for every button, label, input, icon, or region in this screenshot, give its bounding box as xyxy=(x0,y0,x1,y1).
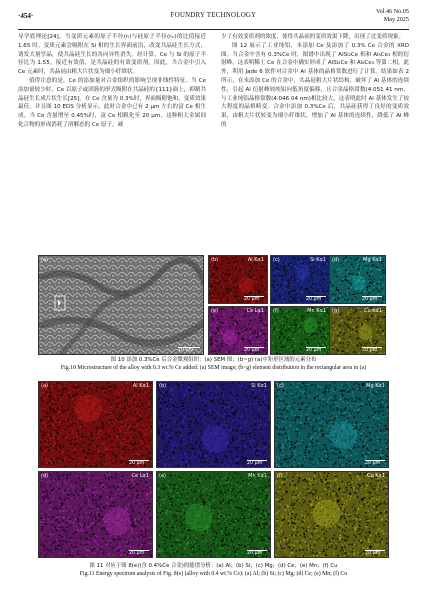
element-map-panel xyxy=(38,381,153,468)
volume-info xyxy=(376,8,409,24)
scale-bar: 20 μm xyxy=(244,297,264,302)
scale-bar: 20 μm xyxy=(306,297,326,302)
element-map-panel xyxy=(208,306,268,355)
element-label: Al Kα1 xyxy=(247,257,264,263)
element-map-panel xyxy=(329,255,386,304)
panel-label: (a) xyxy=(41,257,48,263)
issue-date: May 2025 xyxy=(383,16,409,23)
paragraph: 少了有效变质剂的浓度，使得共晶硅的变质效果下降，出现了过变质现象。 xyxy=(221,34,405,40)
element-map-panel xyxy=(274,381,389,468)
element-label: Mg Kα1 xyxy=(363,257,382,263)
figure-11 xyxy=(38,381,389,559)
element-label: Al Kα1 xyxy=(132,383,149,389)
scale-bar: 20 μm xyxy=(362,297,382,302)
scale-bar: 10 μm xyxy=(178,348,200,353)
panel-label: (c) xyxy=(273,257,280,263)
element-label: Cu Kα1 xyxy=(363,308,382,314)
element-map-panel xyxy=(270,255,330,304)
scale-bar: 20 μm xyxy=(247,461,267,466)
panel-label: (d) xyxy=(41,473,49,479)
paragraph: 图 12 展示了工业纯铝、未添加 Ce 及添加了 0.3% Ce 合金的 XRD 图。当合金中含有 0.3%Ce 时，图谱中出现了 AlSi₂Ce 相和 Al₈Ce₃ 相的衍射峰，这表明稀土 Ce 在合金中确实形成了 AlSi₂Ce 和 Al₈Ce₃ 等第二相。此外，利用 Jade 6 软件对合金中 Al 基体的晶格常数进行了计算。结果如表 2 所示，在未添加 Ce 的合金中，共晶硅粗大片状结构，破坏了 Al 基体的连续性，引起 Al 衍射峰较纯铝向低角度偏移，且合金晶格常数(4.051 41 nm，与工业纯铝晶格常数(4.046 04 nm)相比较大，这表明此时 Al 基体发生了较大程度的晶格畸变。合金中添加 0.3%Ce 后，共晶硅获得了良好的变质效果，由粗大片状转变为细小纤维状，增加了 Al 基体的连续性，降低了 Al 峰的 xyxy=(221,42,409,128)
panel-label: (f) xyxy=(273,308,279,314)
panel-label: (b) xyxy=(159,383,167,389)
page-header xyxy=(18,8,409,30)
scale-bar: 20 μm xyxy=(247,551,267,556)
scale-bar: 20 μm xyxy=(129,551,149,556)
element-map-panel xyxy=(156,471,271,558)
panel-label: (d) xyxy=(332,257,340,263)
panel-label: (g) xyxy=(332,308,340,314)
sem-image xyxy=(38,255,204,355)
figure-11-caption xyxy=(20,563,407,578)
paragraph: 值得注意的是，Ce 的添加量对合金组织的影响呈现非线性特征。当 Ce 添加量较少时，Ce 以原子或团簇的形式吸附在共晶硅的{111}面上，抑制共晶硅生长成片状生长[25]。在 Ce 含量为 0.3%时，界面吸附饱和，变质效果最佳。并且图 10 EDS 分析显示，此时合金中已有 2 μm 左右的富 Ce 相生成。当 Ce 含量增至 0.45%时，富 Ce 相粗化至 20 μm，这种粗大金属间化合物的形成消耗了溶解态的 Ce 原子，减 xyxy=(18,77,206,128)
element-map-panel xyxy=(329,306,386,355)
element-map-panel xyxy=(156,381,271,468)
element-label: Si Kα1 xyxy=(251,383,267,389)
element-map-panel xyxy=(270,306,330,355)
element-map-panel xyxy=(38,471,153,558)
scale-bar: 20 μm xyxy=(244,348,264,353)
element-label: Si Kα1 xyxy=(310,257,326,263)
caption-chinese: 图 10 添加 0.3%Ce 后合金微观组织：(a) SEM 图；(b~g) (a)中矩形区域的元素分布 xyxy=(110,357,317,363)
scale-bar: 20 μm xyxy=(129,461,149,466)
header-rule xyxy=(18,29,409,30)
element-map-panel xyxy=(274,471,389,558)
scale-bar: 20 μm xyxy=(362,348,382,353)
left-column xyxy=(18,33,206,130)
volume-number: Vol.46 No.05 xyxy=(375,8,409,15)
journal-title: FOUNDRY TECHNOLOGY xyxy=(170,12,257,19)
figure-10 xyxy=(38,255,389,355)
page-number: ·454· xyxy=(18,12,34,20)
scale-bar: 20 μm xyxy=(306,348,326,353)
scale-bar: 20 μm xyxy=(365,461,385,466)
element-label: Mg Kα1 xyxy=(366,383,385,389)
panel-label: (e) xyxy=(211,308,218,314)
element-label: Mn Kα1 xyxy=(248,473,267,479)
panel-label: (b) xyxy=(211,257,219,263)
scale-bar: 20 μm xyxy=(365,551,385,556)
panel-label: (f) xyxy=(277,473,283,479)
element-label: Ce Lα1 xyxy=(246,308,264,314)
panel-label: (a) xyxy=(41,383,48,389)
panel-label: (e) xyxy=(159,473,166,479)
element-label: Cu Kα1 xyxy=(366,473,385,479)
caption-english: Fig.11 Energy spectrum analysis of Fig. 8(e) (alloy with 0.4 wt.% Ce): (a) Al; (b) Si; (c) Mg; (d) Ce; (e) Mn; (f) Cu xyxy=(79,570,348,577)
right-column xyxy=(221,33,409,130)
caption-english: Fig.10 Microstructure of the alloy with 0.3 wt.% Ce added: (a) SEM image; (b~g) element distribution in the rectangular area in (a) xyxy=(60,364,367,371)
paragraph: 导学底理论[24]，当变质元素的原子半径(rᵢ)与硅原子半径(rₛᵢ)的比值接近 1.65 时，变质元素会吸附在 Si 相的生长界面前沿，改变共晶硅生长方式，诱发大量孪晶，使共晶硅生长的各向异性消失。经计算，Ce 与 Si 的原子半径比为 1.55，接近有效值，是共晶硅的有效变质剂。因此，当合金中引入 Ce 元素时，共晶硅由粗大片状变为细小纤维状。 xyxy=(18,34,206,76)
figure-10-caption xyxy=(20,357,407,372)
element-label: Mn Kα1 xyxy=(307,308,326,314)
caption-chinese: 图 11 对应于图 8(e)(含 0.4%Ce 合金)的能谱分析：(a) Al；(b) Si；(c) Mg；(d) Ce；(e) Mn；(f) Cu xyxy=(89,563,338,569)
element-label: Ce Lα1 xyxy=(131,473,149,479)
element-map-panel xyxy=(208,255,268,304)
panel-label: (c) xyxy=(277,383,284,389)
